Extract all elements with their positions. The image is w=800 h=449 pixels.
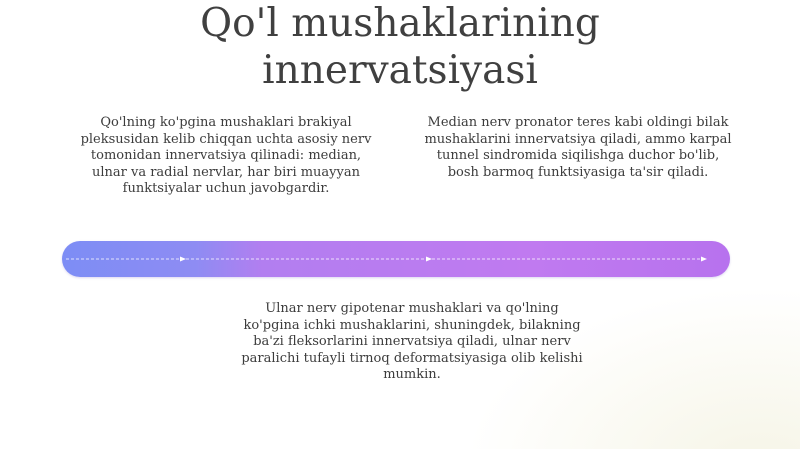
text-block-right: Median nerv pronator teres kabi oldingi bilak mushaklarini innervatsiya qiladi, ammo karpal tunnel sindromida siqilishga duchor bo'lib, bosh barmoq funktsiyasiga ta'sir qiladi. bbox=[424, 115, 732, 180]
timeline-arrowhead-3 bbox=[701, 257, 707, 262]
timeline-arrow-line bbox=[62, 241, 730, 277]
timeline-bar bbox=[62, 241, 730, 277]
timeline-arrowhead-1 bbox=[180, 257, 186, 262]
timeline-arrowhead-2 bbox=[426, 257, 432, 262]
text-block-left: Qo'lning ko'pgina mushaklari brakiyal pleksusidan kelib chiqqan uchta asosiy nerv tomonidan innervatsiya qilinadi: median, ulnar va radial nervlar, har biri muayyan funktsiyalar uchun javobgardir. bbox=[80, 115, 372, 197]
slide-title: Qo'l mushaklarining innervatsiyasi bbox=[200, 1, 600, 93]
text-block-bottom: Ulnar nerv gipotenar mushaklari va qo'lning ko'pgina ichki mushaklarini, shuningdek, bilakning ba'zi fleksorlarini innervatsiya qiladi, ulnar nerv paralichi tufayli tirnoq deformatsiyasiga olib kelishi mumkin. bbox=[241, 301, 583, 383]
